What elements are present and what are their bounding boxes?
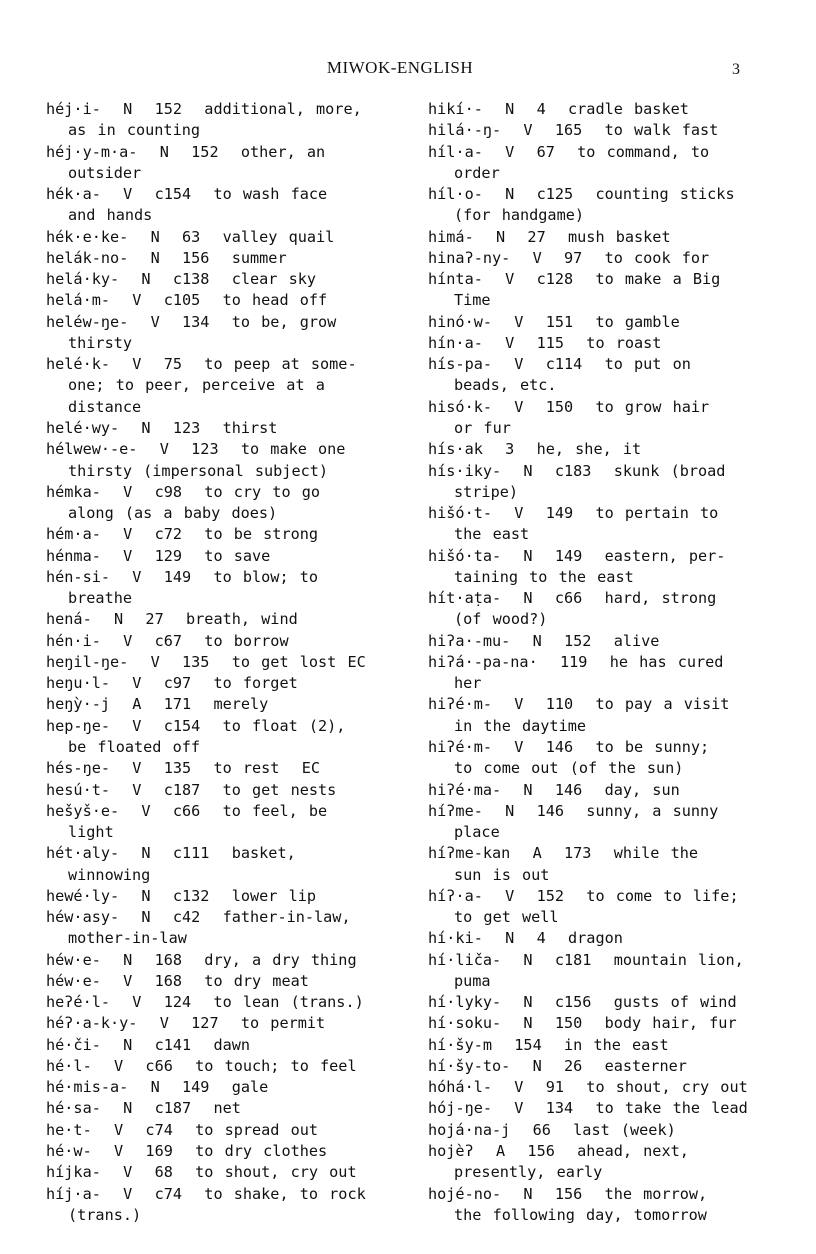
- entry-continuation-line: along (as a baby does): [68, 504, 278, 523]
- dictionary-entry-line: himá- N 27 mush basket: [428, 227, 671, 246]
- entry-continuation-line: one; to peer, perceive at a: [68, 376, 325, 395]
- dictionary-entry-line: hisó·k- V 150 to grow hair: [428, 397, 710, 416]
- dictionary-entry-line: heʔé·l- V 124 to lean (trans.): [46, 993, 364, 1012]
- dictionary-entry-line: helé·wy- N 123 thirst: [46, 418, 278, 437]
- entry-continuation-line: winnowing: [68, 865, 151, 884]
- entry-continuation-line: presently, early: [454, 1163, 603, 1182]
- dictionary-entry-line: hiʔé·m- V 146 to be sunny;: [428, 737, 710, 756]
- dictionary-entry-line: héw·e- V 168 to dry meat: [46, 971, 309, 990]
- dictionary-entry-line: hí·lyky- N c156 gusts of wind: [428, 993, 737, 1012]
- entry-continuation-line: (of wood?): [454, 610, 548, 629]
- dictionary-entry-line: helá·m- V c105 to head off: [46, 291, 328, 310]
- dictionary-entry-line: he·t- V c74 to spread out: [46, 1120, 319, 1139]
- dictionary-entry-line: hém·a- V c72 to be strong: [46, 525, 319, 544]
- dictionary-entry-line: hikí·- N 4 cradle basket: [428, 100, 689, 118]
- dictionary-entry-line: híjka- V 68 to shout, cry out: [46, 1163, 357, 1182]
- page-number: 3: [732, 61, 740, 78]
- entry-continuation-line: in the daytime: [454, 716, 587, 735]
- dictionary-entry-line: hé·l- V c66 to touch; to feel: [46, 1056, 357, 1075]
- dictionary-entry-line: hén·i- V c67 to borrow: [46, 631, 289, 650]
- entry-continuation-line: outsider: [68, 163, 142, 182]
- dictionary-entry-line: hiʔa·-mu- N 152 alive: [428, 631, 660, 650]
- dictionary-entry-line: hí·soku- N 150 body hair, fur: [428, 1014, 737, 1033]
- entry-continuation-line: the following day, tomorrow: [454, 1205, 707, 1224]
- entry-continuation-line: the east: [454, 525, 530, 544]
- dictionary-entry-line: heŋil-ŋe- V 135 to get lost EC: [46, 652, 366, 671]
- entry-continuation-line: light: [68, 823, 114, 842]
- dictionary-entry-line: híl·a- V 67 to command, to: [428, 142, 710, 161]
- entry-continuation-line: her: [454, 674, 482, 693]
- right-column: [428, 99, 768, 1226]
- entry-continuation-line: thirsty: [68, 333, 133, 352]
- entry-continuation-line: to come out (of the sun): [454, 759, 684, 778]
- entry-continuation-line: or fur: [454, 418, 511, 437]
- dictionary-entry-line: hé·sa- N c187 net: [46, 1099, 241, 1118]
- entry-continuation-line: breathe: [68, 589, 133, 608]
- page-title: MIWOK-ENGLISH: [326, 58, 474, 77]
- dictionary-entry-line: hišó·t- V 149 to pertain to: [428, 504, 719, 523]
- dictionary-entry-line: hiʔá·-pa-na· 119 he has cured: [428, 652, 724, 671]
- dictionary-entry-line: heŋu·l- V c97 to forget: [46, 674, 298, 693]
- dictionary-entry-line: hiʔé·m- V 110 to pay a visit: [428, 695, 730, 714]
- dictionary-entry-line: hí·liča- N c181 mountain lion,: [428, 950, 744, 969]
- dictionary-entry-line: hešyš·e- V c66 to feel, be: [46, 801, 328, 820]
- dictionary-entry-line: hék·a- V c154 to wash face: [46, 185, 328, 204]
- entry-continuation-line: and hands: [68, 206, 153, 225]
- dictionary-entry-line: hojé-no- N 156 the morrow,: [428, 1184, 708, 1203]
- entry-continuation-line: puma: [454, 971, 491, 990]
- dictionary-entry-line: híʔ·a- V 152 to come to life;: [428, 886, 739, 905]
- dictionary-entry-line: hé·či- N c141 dawn: [46, 1035, 251, 1054]
- dictionary-entry-line: híj·a- V c74 to shake, to rock: [46, 1184, 366, 1203]
- dictionary-entry-line: hélwew·-e- V 123 to make one: [46, 440, 346, 459]
- dictionary-entry-line: hep-ŋe- V c154 to float (2),: [46, 716, 346, 735]
- entry-continuation-line: be floated off: [68, 737, 201, 756]
- entry-continuation-line: Time: [454, 291, 491, 310]
- entry-continuation-line: to get well: [454, 908, 559, 927]
- dictionary-entry-line: héj·i- N 152 additional, more,: [46, 100, 362, 118]
- dictionary-entry-line: híʔme- N 146 sunny, a sunny: [428, 801, 719, 820]
- dictionary-entry-line: helé·k- V 75 to peep at some-: [46, 355, 357, 374]
- dictionary-entry-line: hén-si- V 149 to blow; to: [46, 567, 319, 586]
- dictionary-entry-line: hinaʔ-ny- V 97 to cook for: [428, 248, 710, 267]
- entry-continuation-line: (for handgame): [454, 206, 585, 225]
- dictionary-entry-line: hinó·w- V 151 to gamble: [428, 312, 680, 331]
- dictionary-entry-line: hít·aṭa- N c66 hard, strong: [428, 589, 717, 608]
- dictionary-entry-line: hís·ak 3 he, she, it: [428, 440, 642, 459]
- dictionary-entry-line: heléw-ŋe- V 134 to be, grow: [46, 312, 337, 331]
- dictionary-entry-line: héj·y-m·a- N 152 other, an: [46, 142, 326, 161]
- dictionary-entry-line: hojèʔ A 156 ahead, next,: [428, 1142, 689, 1161]
- dictionary-entry-line: hé·mis-a- N 149 gale: [46, 1078, 269, 1097]
- entry-continuation-line: beads, etc.: [454, 376, 557, 395]
- dictionary-entry-line: hóhá·l- V 91 to shout, cry out: [428, 1078, 748, 1097]
- dictionary-entry-line: héw·asy- N c42 father-in-law,: [46, 908, 351, 927]
- dictionary-entry-line: hét·aly- N c111 basket,: [46, 844, 296, 863]
- dictionary-entry-line: hís-pa- V c114 to put on: [428, 355, 691, 374]
- dictionary-entry-line: hišó·ta- N 149 eastern, per-: [428, 546, 726, 565]
- dictionary-entry-line: híʔme-kan A 173 while the: [428, 844, 699, 863]
- dictionary-entry-line: helá·ky- N c138 clear sky: [46, 270, 317, 289]
- dictionary-entry-line: hí·šy-to- N 26 easterner: [428, 1056, 687, 1075]
- dictionary-entry-line: hínta- V c128 to make a Big: [428, 270, 721, 289]
- dictionary-entry-line: hés-ŋe- V 135 to rest EC: [46, 759, 321, 778]
- dictionary-entry-line: heŋỳ·-j A 171 merely: [46, 695, 269, 714]
- entry-continuation-line: mother-in-law: [68, 929, 187, 948]
- dictionary-entry-line: hín·a- V 115 to roast: [428, 333, 662, 352]
- entry-continuation-line: distance: [68, 397, 142, 416]
- entry-continuation-line: place: [454, 823, 500, 842]
- dictionary-entry-line: hék·e·ke- N 63 valley quail: [46, 227, 335, 246]
- dictionary-entry-line: hénma- V 129 to save: [46, 546, 271, 565]
- entry-continuation-line: stripe): [454, 482, 519, 501]
- dictionary-entry-line: hojá·na-j 66 last (week): [428, 1120, 676, 1139]
- dictionary-entry-line: hé·w- V 169 to dry clothes: [46, 1142, 328, 1161]
- dictionary-entry-line: helák-no- N 156 summer: [46, 248, 287, 267]
- dictionary-entry-line: hí·ki- N 4 dragon: [428, 929, 623, 948]
- page-header: [0, 56, 816, 82]
- dictionary-entry-line: hój-ŋe- V 134 to take the lead: [428, 1099, 748, 1118]
- dictionary-entry-line: híl·o- N c125 counting sticks: [428, 185, 735, 204]
- dictionary-entry-line: hémka- V c98 to cry to go: [46, 482, 321, 501]
- left-column: [46, 99, 376, 1226]
- entry-continuation-line: thirsty (impersonal subject): [68, 461, 329, 480]
- dictionary-entry-line: hewé·ly- N c132 lower lip: [46, 886, 317, 905]
- entry-continuation-line: sun is out: [454, 865, 550, 884]
- dictionary-entry-line: hená- N 27 breath, wind: [46, 610, 298, 629]
- entry-continuation-line: taining to the east: [454, 567, 634, 586]
- entry-continuation-line: order: [454, 163, 500, 182]
- dictionary-entry-line: héʔ·a-k·y- V 127 to permit: [46, 1014, 326, 1033]
- dictionary-entry-line: hí·šy-m 154 in the east: [428, 1035, 669, 1054]
- entry-continuation-line: (trans.): [68, 1205, 142, 1224]
- dictionary-entry-line: hilá·-ŋ- V 165 to walk fast: [428, 121, 719, 140]
- dictionary-entry-line: hiʔé·ma- N 146 day, sun: [428, 780, 680, 799]
- dictionary-entry-line: hesú·t- V c187 to get nests: [46, 780, 337, 799]
- entry-continuation-line: as in counting: [68, 121, 201, 140]
- dictionary-entry-line: héw·e- N 168 dry, a dry thing: [46, 950, 357, 969]
- dictionary-entry-line: hís·iky- N c183 skunk (broad: [428, 461, 726, 480]
